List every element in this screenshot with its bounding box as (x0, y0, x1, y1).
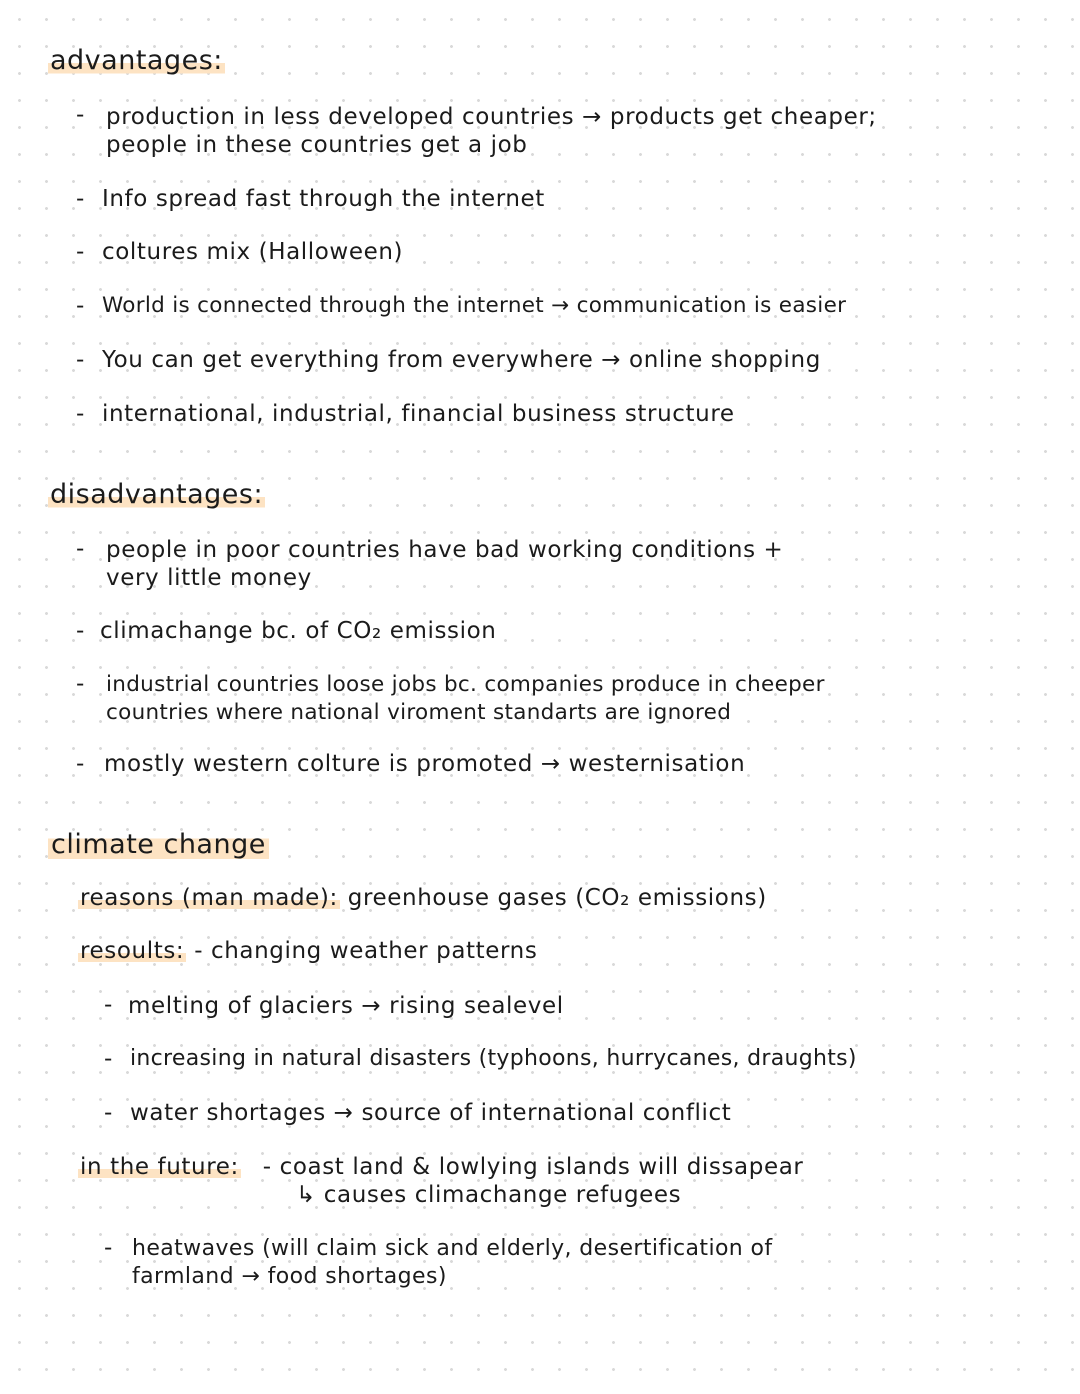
bullet-dash: - (76, 671, 85, 697)
bullet-dash: - (76, 293, 85, 319)
list-item (102, 103, 877, 159)
list-item-line: melting of glaciers → rising sealevel (128, 993, 564, 1019)
list-item (102, 400, 735, 428)
list-item-line: increasing in natural disasters (typhoons, hurrycanes, draughts) (130, 1046, 857, 1071)
list-item (102, 346, 821, 374)
climate-change-heading (48, 828, 269, 862)
list-item (104, 750, 745, 778)
list-item-line: Info spread fast through the internet (102, 186, 545, 212)
list-item-line: industrial countries loose jobs bc. companies produce in cheeper (106, 672, 825, 697)
future-sub-item (296, 1181, 681, 1209)
list-item-line: mostly western colture is promoted → westernisation (104, 751, 746, 777)
list-item (128, 1235, 773, 1291)
bullet-dash: - (76, 401, 85, 427)
climate-future (78, 1153, 803, 1181)
list-item (130, 1045, 857, 1073)
climate-results (78, 937, 537, 965)
bullet-dash: - (76, 239, 85, 265)
list-item-line: production in less developed countries → products get cheaper; (106, 104, 877, 130)
future-label: in the future: (80, 1154, 239, 1180)
list-item (100, 617, 496, 645)
bullet-dash: - (76, 102, 85, 128)
list-item-line: people in poor countries have bad working conditions + (106, 537, 784, 563)
climate-change-heading-text: climate change (48, 829, 269, 860)
list-item (102, 671, 825, 727)
list-item (102, 292, 846, 320)
bullet-dash: - (76, 618, 85, 644)
disadvantages-heading (48, 478, 265, 512)
bullet-dash: - (76, 536, 85, 562)
bullet-dash: - (104, 992, 113, 1018)
list-item (102, 536, 783, 592)
list-item (130, 1099, 731, 1127)
disadvantages-heading-text: disadvantages: (50, 479, 264, 510)
list-item-line: You can get everything from everywhere → online shopping (102, 347, 821, 373)
bullet-dash: - (76, 751, 85, 777)
climate-reasons (78, 884, 767, 912)
list-item (128, 992, 564, 1020)
list-item-line: international, industrial, financial business structure (102, 401, 735, 427)
list-item-line: countries where national viroment standarts are ignored (106, 700, 732, 725)
bullet-dash: - (104, 1235, 113, 1261)
list-item-line: climachange bc. of CO₂ emission (100, 618, 497, 644)
list-item-line: coltures mix (Halloween) (102, 239, 404, 265)
bullet-dash: - (104, 1046, 113, 1072)
advantages-heading (48, 44, 225, 78)
future-first-item: - coast land & lowlying islands will dissapear (262, 1154, 804, 1180)
list-item (102, 185, 545, 213)
list-item-line: water shortages → source of international conflict (130, 1100, 732, 1126)
advantages-heading-text: advantages: (50, 45, 223, 76)
list-item-line: heatwaves (will claim sick and elderly, desertification of (132, 1236, 773, 1261)
list-item-line: people in these countries get a job (106, 132, 528, 158)
bullet-dash: - (76, 186, 85, 212)
reasons-label: reasons (man made): (80, 885, 338, 911)
list-item-line: farmland → food shortages) (132, 1264, 447, 1289)
bullet-dash: - (104, 1100, 113, 1126)
bullet-dash: - (76, 347, 85, 373)
list-item-line: World is connected through the internet → communication is easier (102, 293, 847, 318)
list-item (102, 238, 403, 266)
reasons-text: greenhouse gases (CO₂ emissions) (347, 885, 767, 911)
future-sub-item-text: ↳ causes climachange refugees (296, 1182, 682, 1208)
list-item-line: very little money (106, 565, 312, 591)
results-label: resoults: (80, 938, 185, 964)
results-first-item: - changing weather patterns (194, 938, 538, 964)
